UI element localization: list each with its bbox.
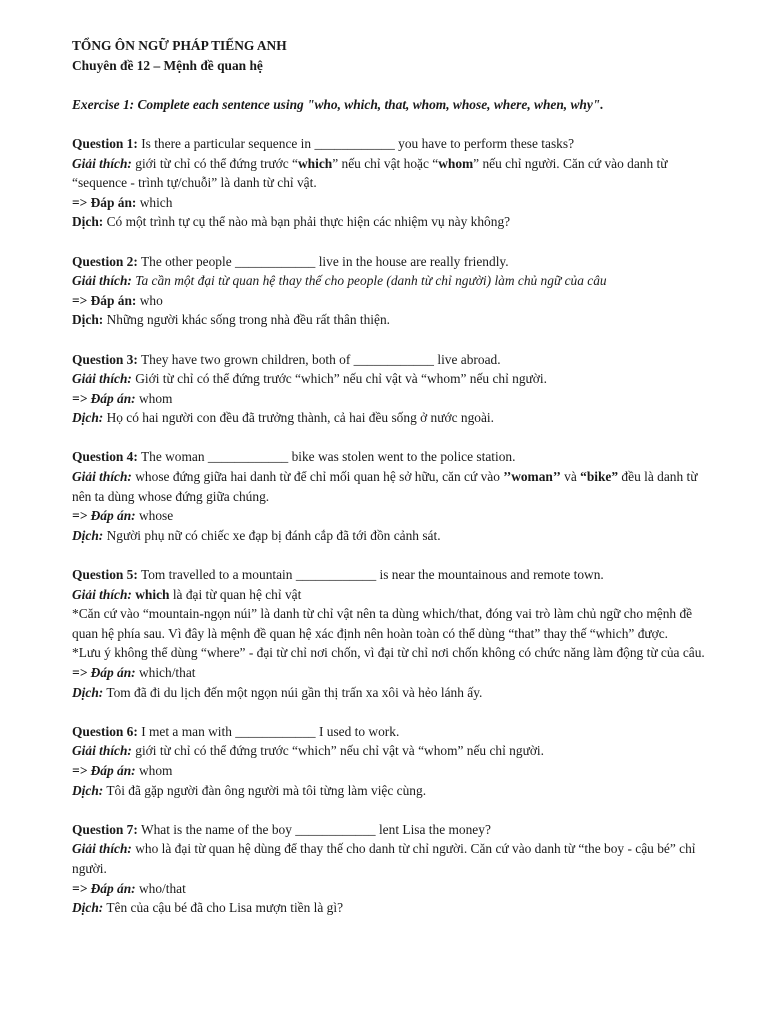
explain-text: và [560,469,581,485]
answer-label: => Đáp án: [72,665,136,680]
explain-text: giới từ chỉ có thể đứng trước “which” nếu chỉ vật và “whom” nếu chỉ người. [131,743,544,759]
answer-label: => Đáp án: [72,880,136,896]
explain-label: Giải thích: [72,586,132,602]
answer-label: => Đáp án: [72,194,137,210]
answer-value: whom [135,390,173,406]
explain-text: whose đứng giữa hai danh từ để chỉ mối quan hệ sở hữu, căn cứ vào [131,469,504,485]
question-4-translate [72,526,720,546]
exercise-label: Exercise 1 [72,96,130,112]
translate-text: Những người khác sống trong nhà đều rất thân thiện. [103,312,390,328]
question-2-label: Question 2: [72,253,138,269]
translate-text: Tên của cậu bé đã cho Lisa mượn tiền là gì? [103,900,344,916]
question-5 [72,565,720,702]
question-6-label: Question 6: [72,723,138,739]
translate-label: Dịch: [72,410,104,426]
question-1-label: Question 1: [72,135,138,151]
explain-label: Giải thích: [72,841,132,857]
question-6 [72,722,720,800]
question-5-translate [72,683,720,703]
question-6-prompt [72,722,720,742]
answer-label: => Đáp án: [72,390,136,406]
question-4-explain [72,467,720,506]
explain-label: Giải thích: [72,155,132,171]
doc-title: TỔNG ÔN NGỮ PHÁP TIẾNG ANH [72,38,287,53]
answer-value: who [136,292,163,308]
question-2 [72,252,720,330]
question-3-answer [72,389,720,409]
question-1-prompt [72,134,720,154]
question-7-prompt [72,820,720,840]
question-2-answer [72,291,720,311]
translate-label: Dịch: [72,312,104,328]
question-4-prompt [72,447,720,467]
question-6-answer [72,761,720,781]
question-4-answer [72,506,720,526]
translate-text: Có một trình tự cụ thể nào mà bạn phải thực hiện các nhiệm vụ này không? [103,214,511,230]
question-6-explain [72,741,720,761]
explain-text: đều là danh từ nên ta dùng whose đứng giữa chúng. [72,469,698,504]
question-4-label: Question 4: [72,449,138,465]
translate-label: Dịch: [72,527,104,543]
question-3-text: They have two grown children, both of ____________ live abroad. [137,351,501,367]
answer-label: => Đáp án: [72,292,137,308]
question-2-prompt [72,252,720,272]
question-3 [72,350,720,428]
question-7-text: What is the name of the boy ____________ lent Lisa the money? [137,821,491,837]
translate-label: Dịch: [72,900,104,916]
translate-label: Dịch: [72,684,104,700]
answer-value: which/that [135,665,196,680]
question-1 [72,134,720,232]
question-7-label: Question 7: [72,821,138,837]
exercise-instruction [72,95,720,115]
translate-text: Tom đã đi du lịch đến một ngọn núi gần thị trấn xa xôi và hẻo lánh ấy. [103,684,483,700]
explain-text: ” nếu chỉ người. Căn cứ vào danh từ “sequence - trình tự/chuỗi” là danh từ chỉ vật. [72,155,668,191]
question-7-translate [72,898,720,918]
question-1-explain [72,154,720,193]
question-7-explain [72,839,720,878]
question-2-translate [72,310,720,330]
explain-text: giới từ chỉ có thể đứng trước “ [131,155,298,171]
question-6-text: I met a man with ____________ I used to work. [137,723,400,739]
doc-subtitle: Chuyên đề 12 – Mệnh đề quan hệ [72,57,263,73]
question-3-explain [72,369,720,389]
question-5-note-1: *Căn cứ vào “mountain-ngọn núi” là danh từ chỉ vật nên ta dùng which/that, đóng vai trò làm chủ ngữ cho mệnh đề quan hệ phía sau. Vì đây là mệnh đề quan hệ xác định nên hoàn toàn có thể dùng “that” thay thế “which” được. [72,606,693,641]
question-7 [72,820,720,918]
answer-label: => Đáp án: [72,508,136,524]
explain-keyword: whom [438,155,474,171]
question-3-label: Question 3: [72,351,138,367]
question-5-note-2: *Lưu ý không thể dùng “where” - đại từ chỉ nơi chốn, vì đại từ chỉ nơi chốn không có chức năng làm động từ của câu. [72,645,705,661]
explain-keyword: ’’woman’’ [503,469,561,485]
explain-text: Ta cần một đại từ quan hệ thay thế cho people (danh từ chỉ người) làm chủ ngữ của câu [131,273,607,289]
question-1-translate [72,212,720,232]
question-6-translate [72,781,720,801]
explain-text: là đại từ quan hệ chỉ vật [169,586,302,602]
explain-label: Giải thích: [72,743,132,759]
explain-keyword: which [131,586,170,602]
explain-label: Giải thích: [72,469,132,485]
question-7-answer [72,879,720,899]
question-2-text: The other people ____________ live in the house are really friendly. [137,253,509,269]
explain-keyword: which [298,155,333,171]
translate-text: Họ có hai người con đều đã trưởng thành, cả hai đều sống ở nước ngoài. [103,410,494,426]
answer-value: who/that [135,880,186,896]
explain-label: Giải thích: [72,273,132,289]
question-5-answer [72,663,720,683]
answer-value: which [136,194,173,210]
question-5-prompt [72,565,720,585]
question-4 [72,447,720,545]
question-1-answer [72,193,720,213]
question-3-prompt [72,350,720,370]
translate-label: Dịch: [72,214,104,230]
question-2-explain [72,271,720,291]
translate-text: Người phụ nữ có chiếc xe đạp bị đánh cắp đã tới đồn cảnh sát. [103,527,441,543]
translate-label: Dịch: [72,782,104,798]
explain-label: Giải thích: [72,371,132,387]
document-content [72,36,720,918]
explain-text: who là đại từ quan hệ dùng để thay thế cho danh từ chỉ người. Căn cứ vào danh từ “the boy - cậu bé” chỉ người. [72,841,696,876]
question-5-text: Tom travelled to a mountain ____________ is near the mountainous and remote town. [137,567,604,583]
answer-value: whose [135,508,174,524]
translate-text: Tôi đã gặp người đàn ông người mà tôi từng làm việc cùng. [103,782,427,798]
explain-text: ” nếu chỉ vật hoặc “ [332,155,439,171]
answer-label: => Đáp án: [72,762,136,778]
question-5-explain [72,585,720,605]
question-1-text: Is there a particular sequence in ____________ you have to perform these tasks? [137,135,575,151]
question-5-label: Question 5: [72,567,138,583]
exercise-text: : Complete each sentence using "who, which, that, whom, whose, where, when, why". [129,96,604,112]
question-4-text: The woman ____________ bike was stolen went to the police station. [137,449,516,465]
explain-text: Giới từ chỉ có thể đứng trước “which” nếu chỉ vật và “whom” nếu chỉ người. [131,371,547,387]
question-3-translate [72,408,720,428]
answer-value: whom [135,762,173,778]
explain-keyword: “bike” [580,469,619,485]
